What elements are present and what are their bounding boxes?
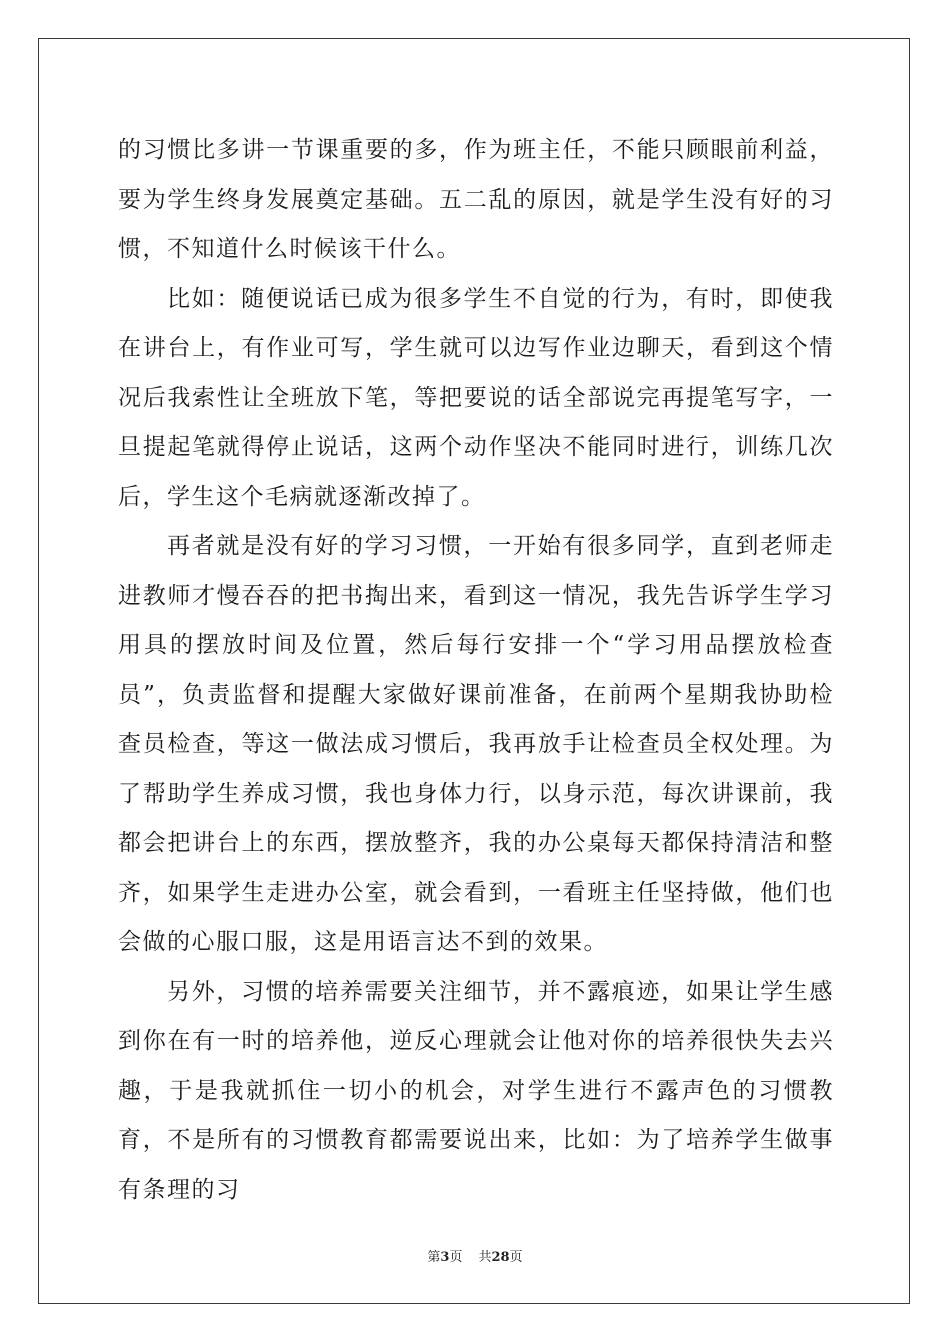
page-prefix: 第 <box>427 1250 441 1265</box>
paragraph-1: 的习惯比多讲一节课重要的多，作为班主任，不能只顾眼前利益，要为学生终身发展奠定基础。五二乱的原因，就是学生没有好的习惯，不知道什么时候该干什么。 <box>118 137 834 262</box>
paragraph-4: 另外，习惯的培养需要关注细节，并不露痕迹，如果让学生感到你在有一时的培养他，逆反心理就会让他对你的培养很快失去兴趣，于是我就抓住一切小的机会，对学生进行不露声色的习惯教育，不是所有的习惯教育都需要说出来，比如：为了培养学生做事有条理的习 <box>118 978 834 1203</box>
total-suffix: 页 <box>509 1250 523 1265</box>
paragraph-3: 再者就是没有好的学习习惯，一开始有很多同学，直到老师走进教师才慢吞吞的把书掏出来，看到这一情况，我先告诉学生学习用具的摆放时间及位置，然后每行安排一个“学习用品摆放检查员”，负责监督和提醒大家做好课前准备，在前两个星期我协助检查员检查，等这一做法成习惯后，我再放手让检查员全权处理。为了帮助学生养成习惯，我也身体力行，以身示范，每次讲课前，我都会把讲台上的东西，摆放整齐，我的办公桌每天都保持清洁和整齐，如果学生走进办公室，就会看到，一看班主任坚持做，他们也会做的心服口服，这是用语言达不到的效果。 <box>118 533 834 955</box>
page-indicator <box>427 1250 462 1265</box>
page-footer <box>0 1246 950 1265</box>
page-suffix: 页 <box>449 1250 463 1265</box>
total-indicator <box>478 1250 522 1265</box>
paragraph-2: 比如：随便说话已成为很多学生不自觉的行为，有时，即使我在讲台上，有作业可写，学生就可以边写作业边聊天，看到这个情况后我索性让全班放下笔，等把要说的话全部说完再提笔写字，一旦提起笔就得停止说话，这两个动作坚决不能同时进行，训练几次后，学生这个毛病就逐渐改掉了。 <box>118 285 834 510</box>
total-pages: 28 <box>491 1250 510 1265</box>
total-prefix: 共 <box>478 1250 492 1265</box>
document-body <box>118 126 834 1215</box>
page-number: 3 <box>440 1250 450 1265</box>
